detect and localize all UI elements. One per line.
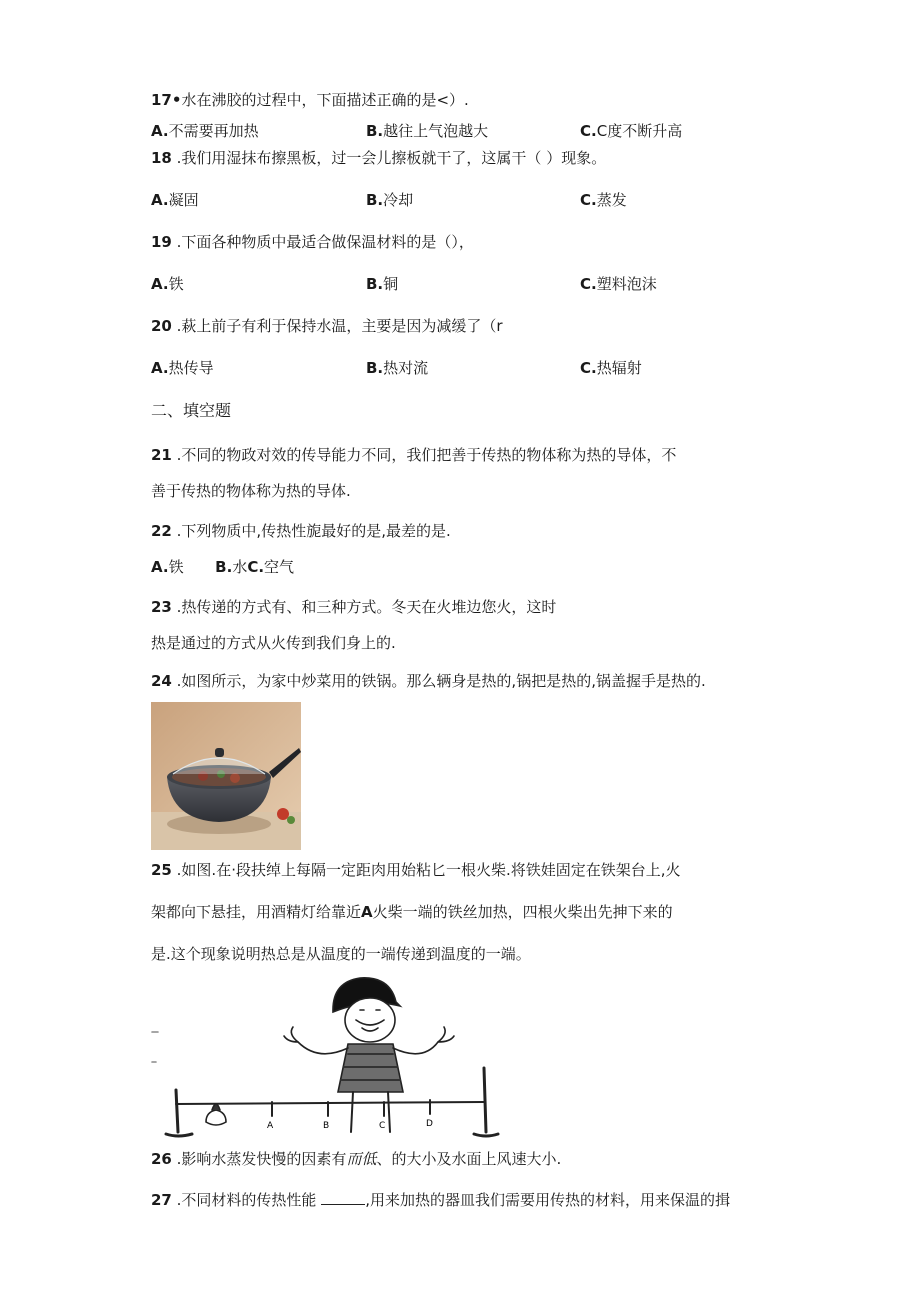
figure-label: A: [267, 1121, 274, 1131]
text-segment-bold: A: [361, 903, 373, 921]
option-text: 不需要再加热: [168, 122, 259, 140]
option-a: [151, 358, 214, 378]
text-segment: ,用来加热的器皿我们需要用传热的材料，用来保温的揖: [365, 1191, 730, 1209]
question-number: 27: [151, 1191, 172, 1209]
question-text-continued: 是.这个现象说明热总是从温度的一端传递到温度的一端。: [151, 945, 531, 963]
question-text: .不同的物政对效的传导能力不同，我们把善于传热的物体称为热的导体，不: [176, 446, 677, 464]
question-text: .如图.在·段扶绰上每隔一定距肉用始粘匕一根火柴.将铁娃固定在铁架台上,火: [176, 861, 681, 879]
question-21: [151, 445, 676, 465]
option-b: [366, 121, 488, 141]
option-a: [151, 121, 259, 141]
question-text: .下列物质中,传热性旎最好的是,最差的是.: [176, 522, 451, 540]
question-text-continued: [151, 902, 673, 922]
figure-drawing: [148, 972, 540, 1144]
question-number: 17•: [151, 91, 182, 109]
question-26: [151, 1149, 561, 1169]
option-text: 热辐射: [596, 359, 642, 377]
option-b: [366, 190, 413, 210]
option-letter: B.: [366, 191, 384, 209]
option-b: [366, 358, 428, 378]
heat-conduction-figure: [148, 972, 540, 1144]
figure-label: C: [379, 1121, 386, 1131]
question-text: .萩上前子有利于保持水温，主要是因为减缓了（r: [176, 317, 503, 335]
option-letter: A.: [151, 122, 169, 140]
text-segment: 架都向下悬挂，用酒精灯给靠近: [151, 903, 362, 921]
option-text: 热对流: [383, 359, 429, 377]
option-letter: A.: [151, 359, 169, 377]
question-17: [151, 90, 469, 110]
option-c: [580, 190, 627, 210]
question-number: 25: [151, 861, 172, 879]
wok-illustration: [151, 702, 301, 850]
question-text: .下面各种物质中最适合做保温材料的是（），: [176, 233, 474, 251]
text-segment: .不同材料的传热性能: [176, 1191, 322, 1209]
question-number: 20: [151, 317, 172, 335]
option-letter: A.: [151, 275, 169, 293]
option-c: [580, 274, 657, 294]
wok-photo: [151, 702, 301, 850]
question-number: 26: [151, 1150, 172, 1168]
text-segment-italic: 而低: [346, 1150, 377, 1168]
option-a: [151, 274, 184, 294]
text-segment: 、的大小及水面上风速大小.: [376, 1150, 562, 1168]
question-number: 19: [151, 233, 172, 251]
option-letter: C.: [580, 359, 597, 377]
option-text: C度不断升高: [596, 122, 683, 140]
option-text: 热传导: [168, 359, 214, 377]
question-number: 18: [151, 149, 172, 167]
question-number: 24: [151, 672, 172, 690]
option-letter: B.: [366, 359, 384, 377]
option-text: 塑料泡沫: [596, 275, 657, 293]
option-letter: B.: [366, 275, 384, 293]
question-20: [151, 316, 503, 336]
question-text: .热传递的方式有、和三种方式。冬天在火堆边您火，这时: [176, 598, 557, 616]
option-letter: C.: [580, 191, 597, 209]
option-text: 冷却: [383, 191, 414, 209]
option-letter: B.: [366, 122, 384, 140]
question-23: [151, 597, 556, 617]
question-text-continued: 热是通过的方式从火传到我们身上的.: [151, 634, 396, 652]
option-c: [580, 121, 682, 141]
question-text: 水在沸胶的过程中，下面描述正确的是<）.: [181, 91, 469, 109]
option-b: [366, 274, 398, 294]
question-22: [151, 521, 451, 541]
figure-label: D: [426, 1119, 433, 1129]
option-text: 蒸发: [596, 191, 627, 209]
option-a: [151, 190, 199, 210]
answer-blank[interactable]: [321, 1190, 365, 1205]
question-24: [151, 671, 706, 691]
question-number: 21: [151, 446, 172, 464]
option-letter: C.: [580, 275, 597, 293]
text-segment: 火柴一端的铁丝加热，四根火柴出先抻下来的: [372, 903, 673, 921]
question-27: [151, 1190, 730, 1210]
option-letter: C.: [580, 122, 597, 140]
option-letter: A.: [151, 191, 169, 209]
question-text: .如图所示，为家中炒菜用的铁锅。那么辆身是热的,锅把是热的,锅盖握手是热的.: [176, 672, 706, 690]
option-text: 空气: [264, 558, 295, 576]
option-text: 铜: [383, 275, 399, 293]
question-25: [151, 860, 681, 880]
question-number: 22: [151, 522, 172, 540]
option-letter: C.: [247, 558, 265, 576]
question-19: [151, 232, 474, 252]
figure-label: B: [323, 1121, 330, 1131]
question-18: [151, 148, 606, 168]
question-text-continued: 善于传热的物体称为热的导体.: [151, 482, 351, 500]
option-letter: B.: [215, 558, 233, 576]
option-text: 铁: [168, 558, 184, 576]
option-c: [580, 358, 642, 378]
text-segment: .影响水蒸发快慢的因素有: [176, 1150, 347, 1168]
section-title: 二、填空题: [151, 401, 232, 420]
options-row: [151, 557, 294, 577]
question-text: .我们用湿抹布擦黑板，过一会儿擦板就干了，这属干（ ）现象。: [176, 149, 607, 167]
option-text: 越往上气泡越大: [383, 122, 489, 140]
option-text: 凝固: [168, 191, 199, 209]
option-letter: A.: [151, 558, 169, 576]
option-text: 水: [232, 558, 248, 576]
option-text: 铁: [168, 275, 184, 293]
question-number: 23: [151, 598, 172, 616]
